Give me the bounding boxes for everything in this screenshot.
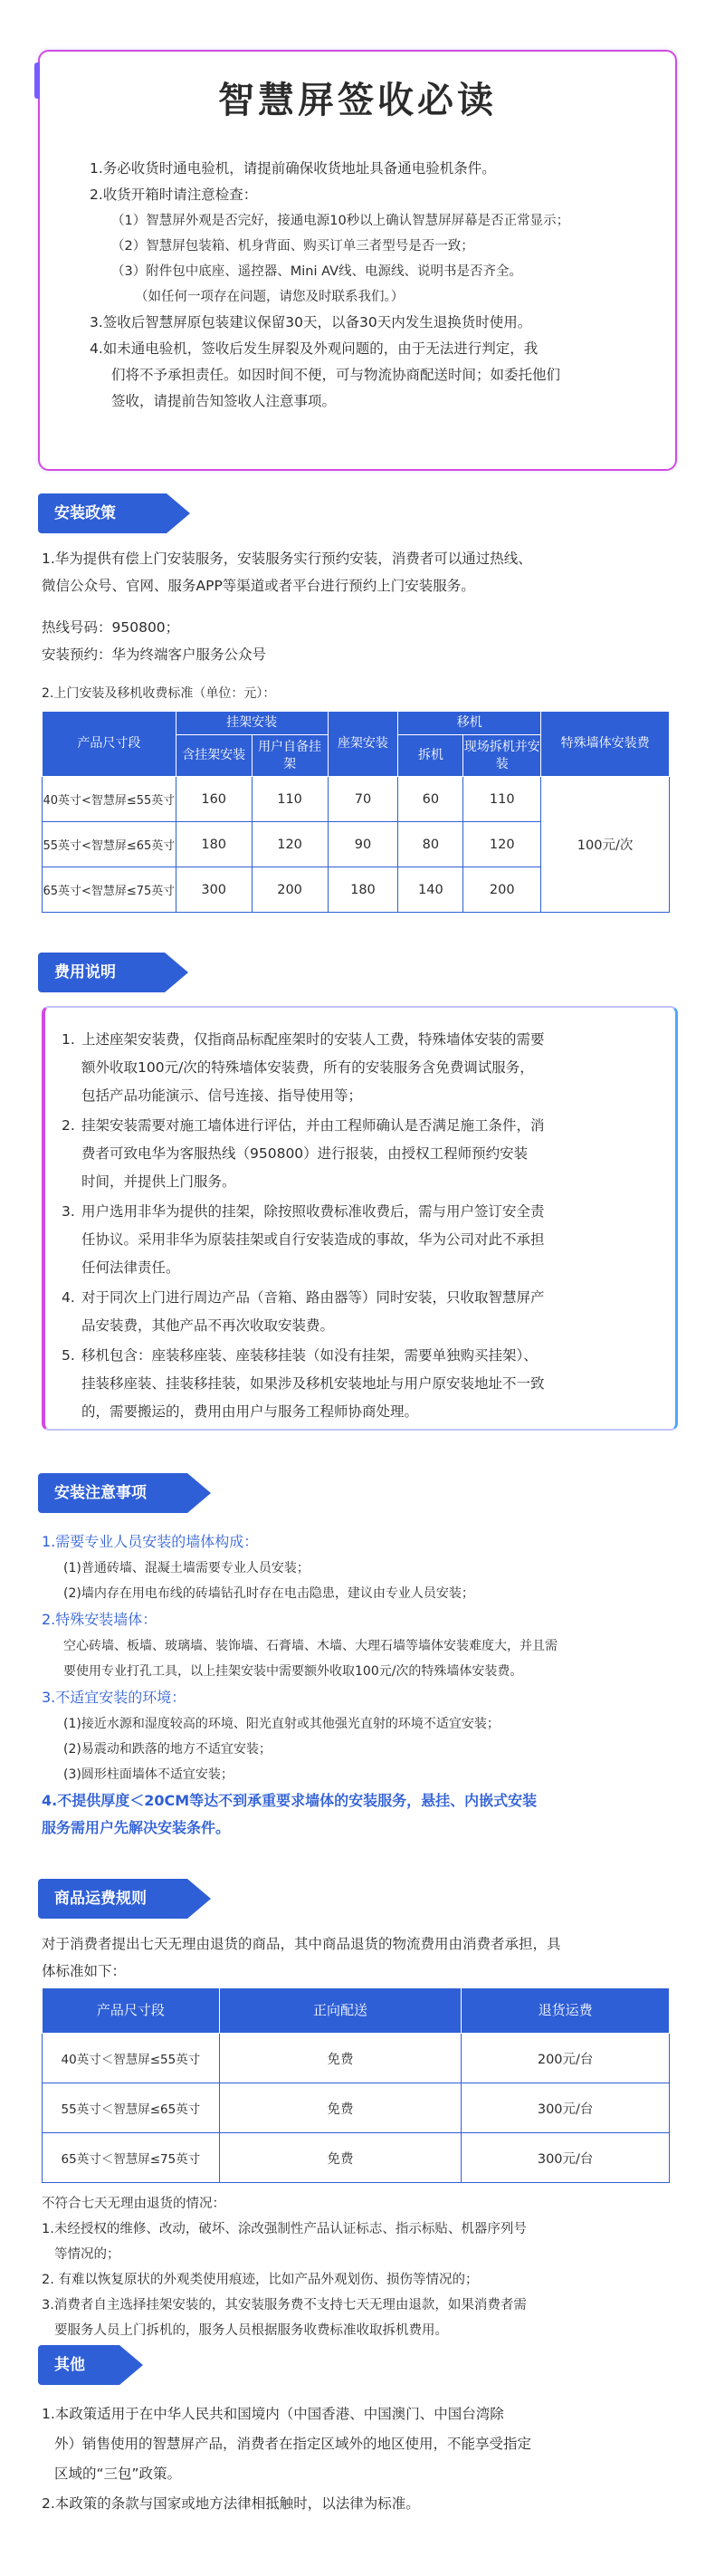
table-row	[43, 2034, 670, 2083]
header-arrow	[187, 1473, 211, 1513]
fee-line: 上述座架安装费，仅指商品标配座架时的安装人工费，特殊墙体安装的需要	[81, 1031, 545, 1048]
notice-item: 们将不予承担责任。如因时间不便，可与物流协商配送时间；如委托他们	[111, 367, 561, 383]
shipping-intro-line: 对于消费者提出七天无理由退货的商品，其中商品退货的物流费用由消费者承担，具	[42, 1936, 561, 1952]
notes-line: (2)墙内存在用电布线的砖墙钻孔时存在电击隐患，建议由专业人员安装；	[63, 1586, 474, 1601]
fee-line: 挂装移座装、挂装移挂装，如果涉及移机安装地址与用户原安装地址不一致	[81, 1375, 545, 1392]
fee-line: 移机包含：座装移座装、座装移挂装（如没有挂架，需要单独购买挂架）、	[81, 1347, 538, 1364]
notice-item: 4.如未通电验机，签收后发生屏裂及外观问题的，由于无法进行判定，我	[90, 340, 539, 357]
notes-heading: 4.不提供厚度＜20CM等达不到承重要求墙体的安装服务，悬挂、内嵌式安装	[42, 1792, 538, 1809]
fee-line: 时间，并提供上门服务。	[81, 1173, 236, 1190]
fee-line: 用户选用非华为提供的挂架，除按照收费标准收费后，需与用户签订安全责	[81, 1203, 545, 1220]
hotline-text: 热线号码：950800；	[42, 619, 180, 636]
table-row	[43, 2133, 670, 2183]
other-line: 2.本政策的条款与国家或地方法律相抵触时，以法律为标准。	[42, 2495, 420, 2512]
fee-line: 任协议。采用非华为原装挂架或自行安装造成的事故，华为公司对此不承担	[81, 1231, 545, 1248]
shipping-fee-table	[42, 1987, 670, 2183]
cell-return: 200元/台	[462, 2034, 670, 2083]
fee-line: 品安装费，其他产品不再次收取安装费。	[81, 1317, 335, 1334]
shipping-title: 商品运费规则	[38, 1879, 187, 1919]
fee-line: 任何法律责任。	[81, 1259, 180, 1276]
other-body	[42, 2399, 679, 2519]
fee-line: 的，需要搬运的，费用由用户与服务工程师协商处理。	[81, 1403, 419, 1420]
notice-item: 2.收货开箱时请注意检查：	[90, 187, 258, 203]
th-remove: 拆机	[398, 735, 463, 777]
cell-size: 55英寸<智慧屏≤65英寸	[43, 822, 176, 867]
cell-value: 120	[252, 822, 328, 867]
notice-body	[90, 156, 639, 415]
install-contact	[42, 614, 679, 668]
fee-line: 对于同次上门进行周边产品（音箱、路由器等）同时安装，只收取智慧屏产	[81, 1289, 545, 1306]
notes-body	[42, 1528, 679, 1842]
cell-value: 200	[463, 867, 541, 913]
table-row	[43, 2083, 670, 2133]
exceptions-title: 不符合七天无理由退货的情况：	[42, 2197, 225, 2211]
install-intro-line: 1.华为提供有偿上门安装服务，安装服务实行预约安装，消费者可以通过热线、	[42, 551, 532, 567]
exceptions-line: 3.消费者自主选择挂架安装的，其安装服务费不支持七天无理由退款，如果消费者需	[42, 2298, 527, 2313]
return-exceptions	[42, 2191, 679, 2343]
exceptions-line: 要服务人员上门拆机的，服务人员根据服务收费标准收取拆机费用。	[54, 2323, 448, 2338]
cell-value: 110	[463, 777, 541, 822]
install-intro	[42, 545, 679, 599]
fees-box	[42, 1006, 678, 1431]
other-line: 区域的“三包”政策。	[54, 2466, 182, 2482]
cell-size: 40英寸<智慧屏≤55英寸	[43, 777, 176, 822]
notes-line: 要使用专业打孔工具，以上挂架安装中需要额外收取100元/次的特殊墙体安装费。	[63, 1664, 523, 1679]
header-arrow	[165, 953, 188, 992]
th-wall-incl: 含挂架安装	[176, 735, 252, 777]
shipping-intro-line: 体标准如下：	[42, 1963, 127, 1979]
th-special: 特殊墙体安装费	[541, 712, 670, 777]
th-move: 移机	[398, 712, 541, 735]
cell-value: 70	[328, 777, 398, 822]
cell-value: 180	[176, 822, 252, 867]
notes-heading: 3.不适宜安装的环境：	[42, 1689, 186, 1706]
header-arrow	[119, 2345, 143, 2385]
notes-line: (3)圆形柱面墙体不适宜安装；	[63, 1767, 234, 1782]
cell-value: 160	[176, 777, 252, 822]
exceptions-line: 等情况的；	[54, 2247, 120, 2262]
notes-line: (1)普通砖墙、混凝土墙需要专业人员安装；	[63, 1561, 310, 1575]
cell-value: 180	[328, 867, 398, 913]
notes-line: (2)易震动和跌落的地方不适宜安装；	[63, 1742, 272, 1757]
notes-line: (1)接近水源和湿度较高的环境、阳光直射或其他强光直射的环境不适宜安装；	[63, 1717, 500, 1731]
cell-special-fee: 100元/次	[541, 777, 670, 913]
fee-line: 挂架安装需要对施工墙体进行评估，并由工程师确认是否满足施工条件，消	[81, 1117, 545, 1134]
th-size: 产品尺寸段	[43, 712, 176, 777]
fee-item-number: 4.	[62, 1289, 75, 1306]
notice-item: 3.签收后智慧屏原包装建议保留30天，以备30天内发生退换货时使用。	[90, 314, 532, 330]
booking-text: 安装预约：华为终端客户服务公众号	[42, 646, 267, 663]
other-line: 外）销售使用的智慧屏产品，消费者在指定区域外的地区使用，不能享受指定	[54, 2436, 532, 2452]
fee-item-number: 2.	[62, 1117, 75, 1134]
th-forward: 正向配送	[219, 1988, 462, 2034]
cell-value: 60	[398, 777, 463, 822]
fee-item	[62, 1284, 655, 1340]
notes-title: 安装注意事项	[38, 1473, 187, 1513]
table-row	[43, 777, 670, 822]
other-title: 其他	[38, 2345, 119, 2385]
th-size: 产品尺寸段	[43, 1988, 220, 2034]
fees-body	[62, 1026, 655, 1428]
notes-heading: 2.特殊安装墙体：	[42, 1611, 157, 1628]
cell-size: 65英寸<智慧屏≤75英寸	[43, 867, 176, 913]
notice-subitem: （1）智慧屏外观是否完好，接通电源10秒以上确认智慧屏屏幕是否正常显示；	[111, 214, 570, 228]
th-return: 退货运费	[462, 1988, 670, 2034]
exceptions-line: 2. 有难以恢复原状的外观类使用痕迹，比如产品外观划伤、损伤等情况的；	[42, 2273, 479, 2287]
cell-value: 80	[398, 822, 463, 867]
fee-item-number: 1.	[62, 1031, 75, 1048]
cell-value: 140	[398, 867, 463, 913]
fee-item-number: 3.	[62, 1203, 75, 1220]
th-wall: 挂架安装	[176, 712, 328, 735]
th-stand: 座架安装	[328, 712, 398, 777]
install-table-caption: 2.上门安装及移机收费标准（单位：元）：	[42, 686, 276, 701]
install-intro-line: 微信公众号、官网、服务APP等渠道或者平台进行预约上门安装服务。	[42, 578, 475, 594]
notice-item: 1.务必收货时通电验机，请提前确保收货地址具备通电验机条件。	[90, 160, 496, 177]
other-line: 1.本政策适用于在中华人民共和国境内（中国香港、中国澳门、中国台湾除	[42, 2406, 504, 2422]
fees-title: 费用说明	[38, 953, 165, 992]
notice-subitem: （如任何一项存在问题，请您及时联系我们。）	[135, 290, 405, 304]
cell-size: 55英寸＜智慧屏≤65英寸	[43, 2083, 220, 2133]
signing-notice-box	[38, 50, 677, 471]
notes-line: 空心砖墙、板墙、玻璃墙、装饰墙、石膏墙、木墙、大理石墙等墙体安装难度大，并且需	[63, 1639, 558, 1653]
header-arrow	[187, 1879, 211, 1919]
fee-item	[62, 1026, 655, 1110]
cell-value: 120	[463, 822, 541, 867]
header-arrow	[167, 493, 190, 533]
notes-heading: 1.需要专业人员安装的墙体构成：	[42, 1533, 259, 1550]
cell-return: 300元/台	[462, 2083, 670, 2133]
fee-line: 额外收取100元/次的特殊墙体安装费，所有的安装服务含免费调试服务，	[81, 1059, 534, 1076]
cell-value: 300	[176, 867, 252, 913]
cell-return: 300元/台	[462, 2133, 670, 2183]
cell-forward: 免费	[219, 2083, 462, 2133]
cell-forward: 免费	[219, 2034, 462, 2083]
install-policy-title: 安装政策	[38, 493, 167, 533]
cell-value: 200	[252, 867, 328, 913]
th-move-site: 现场拆机并安装	[463, 735, 541, 777]
shipping-intro	[42, 1930, 679, 1985]
fee-item	[62, 1112, 655, 1196]
cell-value: 110	[252, 777, 328, 822]
cell-forward: 免费	[219, 2133, 462, 2183]
notes-heading: 服务需用户先解决安装条件。	[42, 1819, 231, 1836]
fee-item-number: 5.	[62, 1347, 75, 1364]
cell-size: 65英寸＜智慧屏≤75英寸	[43, 2133, 220, 2183]
install-fee-table	[42, 711, 670, 913]
fee-item	[62, 1198, 655, 1282]
th-wall-own: 用户自备挂架	[252, 735, 328, 777]
notice-item: 签收，请提前告知签收人注意事项。	[111, 393, 337, 409]
notice-subitem: （2）智慧屏包装箱、机身背面、购买订单三者型号是否一致；	[111, 239, 474, 254]
exceptions-line: 1.未经授权的维修、改动，破坏、涂改强制性产品认证标志、指示标贴、机器序列号	[42, 2222, 527, 2236]
notice-subitem: （3）附件包中底座、遥控器、Mini AV线、电源线、说明书是否齐全。	[111, 264, 523, 279]
fee-line: 包括产品功能演示、信号连接、指导使用等；	[81, 1087, 363, 1104]
fee-line: 费者可致电华为客服热线（950800）进行报装，由授权工程师预约安装	[81, 1145, 529, 1162]
cell-value: 90	[328, 822, 398, 867]
cell-size: 40英寸＜智慧屏≤55英寸	[43, 2034, 220, 2083]
notice-title: 智慧屏签收必读	[218, 80, 497, 121]
fee-item	[62, 1342, 655, 1426]
